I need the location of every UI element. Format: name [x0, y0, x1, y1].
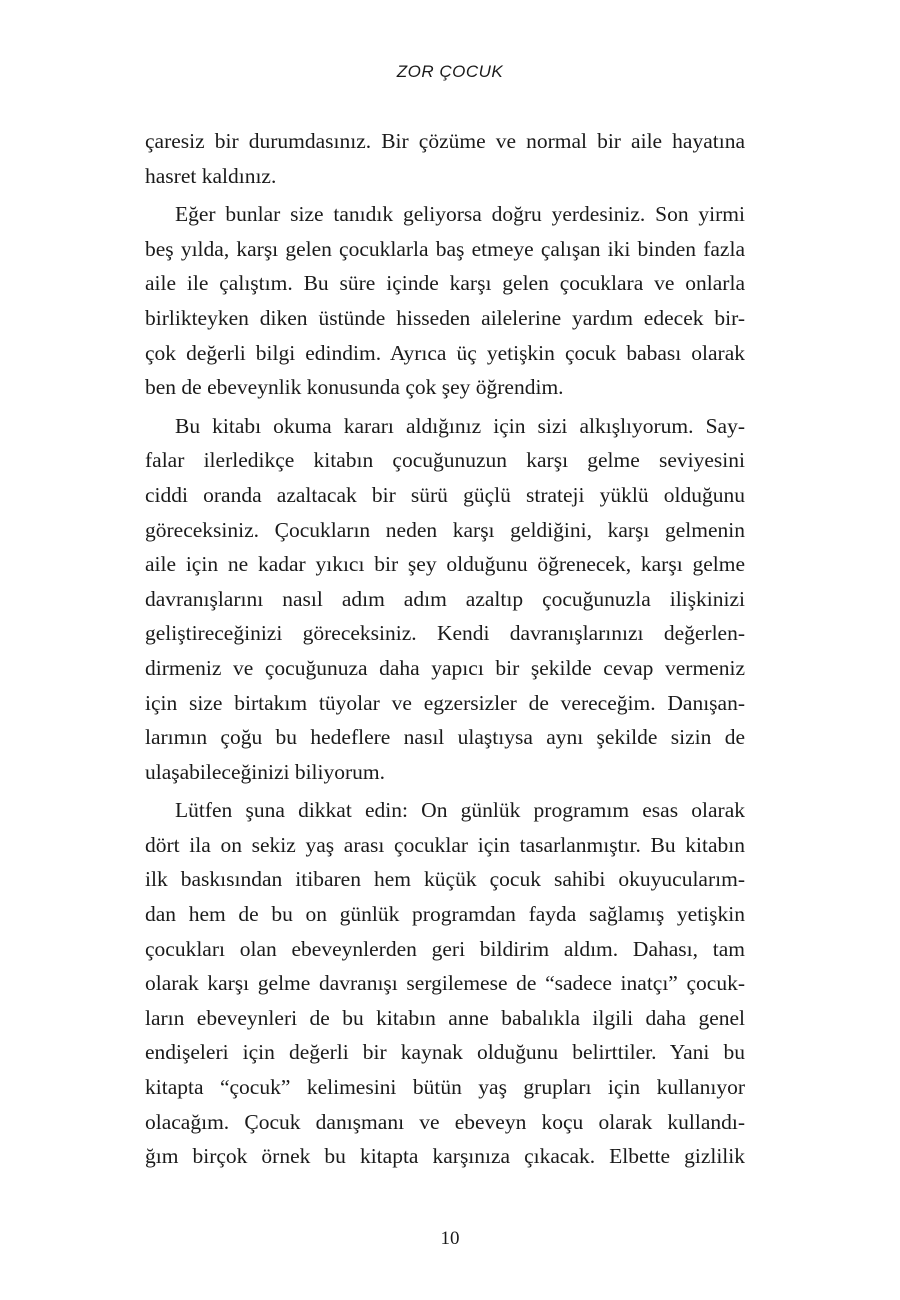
text-line: ulaşabileceğinizi biliyorum.	[145, 759, 386, 784]
text-line: ilk baskısından itibaren hem küçük çocuk sahibi okuyucularım-	[145, 867, 745, 892]
text-line: falar ilerledikçe kitabın çocuğunuzun karşı gelme seviyesini	[145, 448, 745, 473]
paragraph-1	[145, 124, 745, 193]
text-line: kitapta “çocuk” kelimesini bütün yaş grupları için kullanıyor	[145, 1075, 745, 1100]
text-line: ğım birçok örnek bu kitapta karşınıza çıkacak. Elbette gizlilik	[145, 1144, 745, 1169]
paragraph-2	[145, 197, 745, 405]
text-line: endişeleri için değerli bir kaynak olduğunu belirttiler. Yani bu	[145, 1040, 745, 1065]
text-line: Bu kitabı okuma kararı aldığınız için sizi alkışlıyorum. Say-	[175, 413, 745, 438]
text-line: için size birtakım tüyolar ve egzersizler de vereceğim. Danışan-	[145, 690, 745, 715]
text-line: olarak karşı gelme davranışı sergilemese de “sadece inatçı” çocuk-	[145, 971, 745, 996]
text-line: Eğer bunlar size tanıdık geliyorsa doğru yerdesiniz. Son yirmi	[175, 202, 745, 227]
text-line: aile için ne kadar yıkıcı bir şey olduğunu öğrenecek, karşı gelme	[145, 552, 745, 577]
text-line: hasret kaldınız.	[145, 163, 277, 188]
text-line: ciddi oranda azaltacak bir sürü güçlü strateji yüklü olduğunu	[145, 482, 745, 507]
text-line: aile ile çalıştım. Bu süre içinde karşı gelen çocuklara ve onlarla	[145, 271, 745, 296]
paragraph-4	[145, 793, 745, 1174]
paragraph-3	[145, 409, 745, 790]
text-line: çocukları olan ebeveynlerden geri bildirim aldım. Dahası, tam	[145, 936, 745, 961]
text-line: davranışlarını nasıl adım adım azaltıp çocuğunuzla ilişkinizi	[145, 586, 745, 611]
text-line: larımın çoğu bu hedeflere nasıl ulaştıysa aynı şekilde sizin de	[145, 725, 745, 750]
text-line: ben de ebeveynlik konusunda çok şey öğrendim.	[145, 375, 564, 400]
running-header: ZOR ÇOCUK	[396, 62, 504, 81]
text-line: dört ila on sekiz yaş arası çocuklar için tasarlanmıştır. Bu kitabın	[145, 832, 745, 857]
text-line: geliştireceğinizi göreceksiniz. Kendi davranışlarınızı değerlen-	[145, 621, 745, 646]
text-line: birlikteyken diken üstünde hisseden ailelerine yardım edecek bir-	[145, 305, 745, 330]
text-line: beş yılda, karşı gelen çocuklarla baş etmeye çalışan iki binden fazla	[145, 236, 745, 261]
text-line: göreceksiniz. Çocukların neden karşı geldiğini, karşı gelmenin	[145, 517, 745, 542]
text-line: olacağım. Çocuk danışmanı ve ebeveyn koçu olarak kullandı-	[145, 1109, 745, 1134]
text-line: çaresiz bir durumdasınız. Bir çözüme ve normal bir aile hayatına	[145, 129, 745, 153]
page-number: 10	[440, 1228, 460, 1249]
text-line: çok değerli bilgi edindim. Ayrıca üç yetişkin çocuk babası olarak	[145, 340, 745, 365]
text-line: Lütfen şuna dikkat edin: On günlük programım esas olarak	[175, 798, 745, 823]
text-line: dan hem de bu on günlük programdan fayda sağlamış yetişkin	[145, 902, 745, 927]
text-line: ların ebeveynleri de bu kitabın anne babalıkla ilgili daha genel	[145, 1005, 745, 1030]
body-text	[145, 124, 745, 1178]
text-line: dirmeniz ve çocuğunuza daha yapıcı bir şekilde cevap vermeniz	[145, 655, 745, 680]
